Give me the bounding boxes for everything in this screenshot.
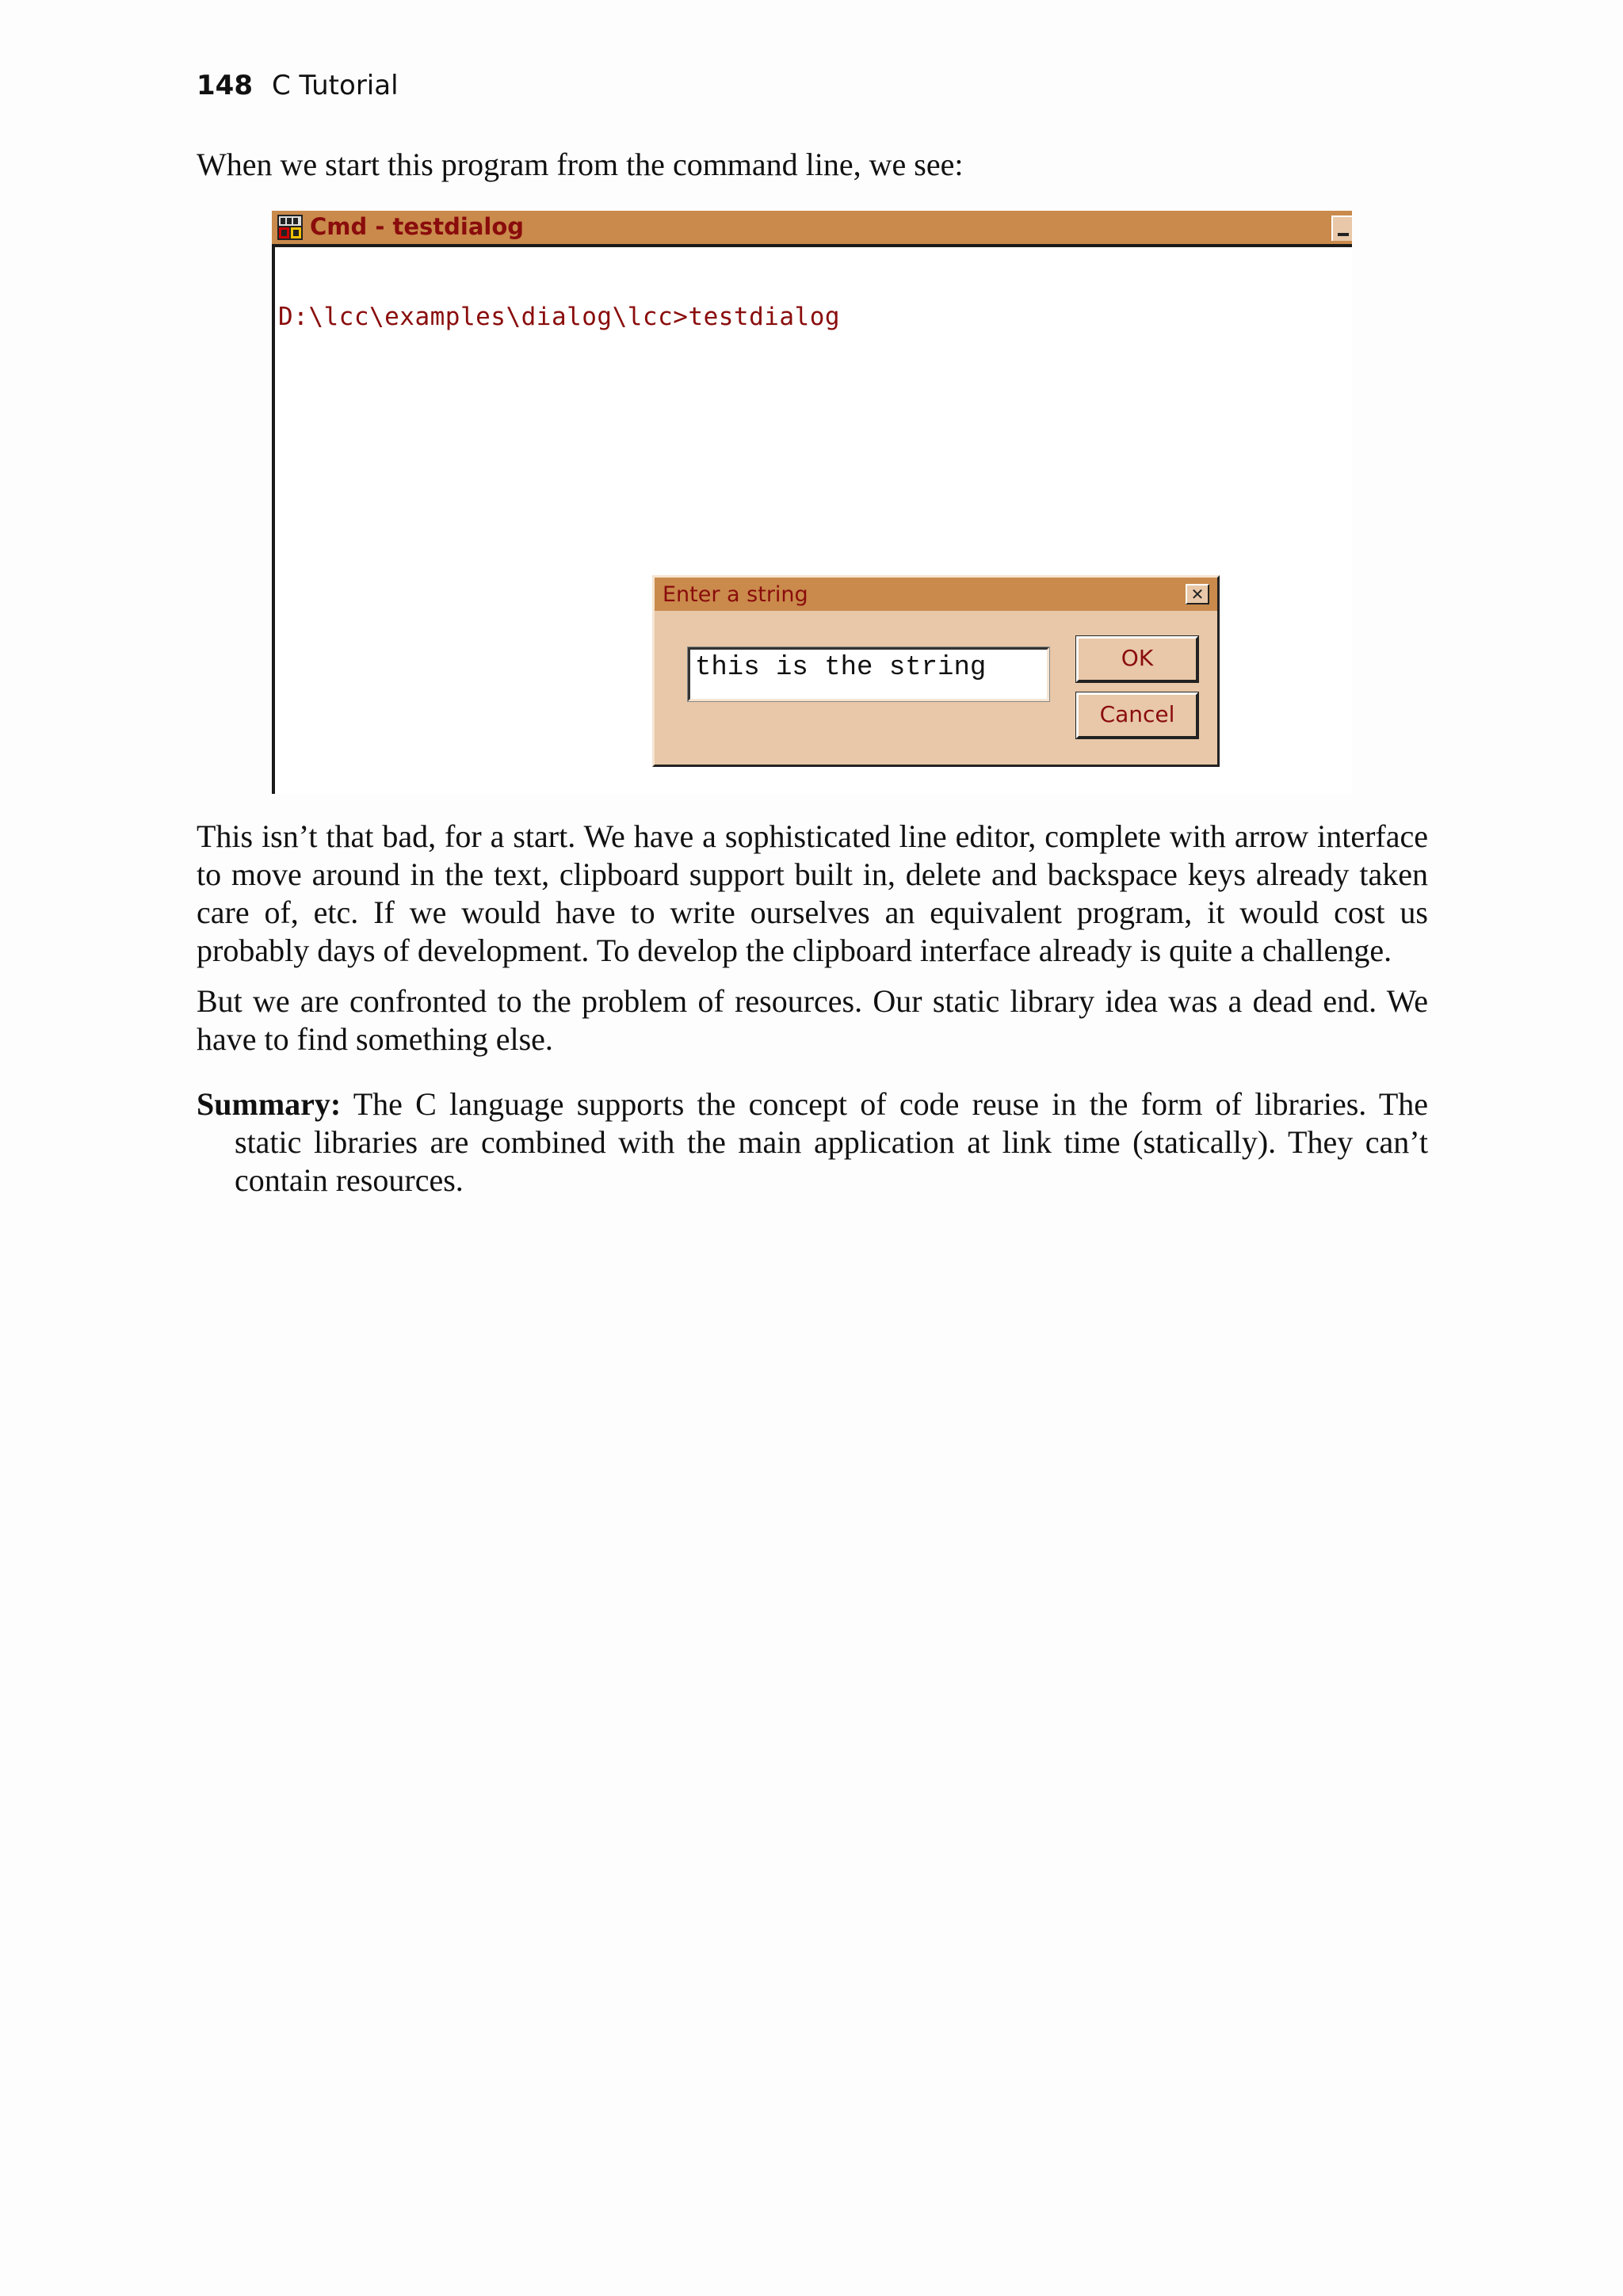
command-prompt-line: D:\lcc\examples\dialog\lcc>testdialog	[278, 303, 841, 331]
cmd-window-title: Cmd - testdialog	[310, 213, 525, 240]
minimize-button[interactable]	[1331, 215, 1352, 241]
summary-paragraph	[197, 1085, 1428, 1199]
running-title: C Tutorial	[271, 70, 399, 101]
ok-button[interactable]: OK	[1076, 636, 1198, 682]
intro-paragraph: When we start this program from the command line, we see:	[197, 147, 964, 182]
cmd-titlebar	[272, 211, 1352, 247]
ms-dos-icon	[277, 214, 304, 241]
cancel-button[interactable]: Cancel	[1076, 692, 1198, 738]
dialog-titlebar	[655, 578, 1217, 611]
body-paragraph: This isn’t that bad, for a start. We have a sophisticated line editor, complete with arrow interface to move around in the text, clipboard support built in, delete and backspace keys already taken care of, etc. If we would have to write ourselves an equivalent program, it would cost us probably days of development. To develop the clipboard interface already is quite a challenge.	[197, 818, 1428, 968]
page-number: 148	[197, 70, 253, 101]
string-input[interactable]: this is the string	[688, 647, 1049, 701]
summary-text: The C language supports the concept of code reuse in the form of libraries. The static libraries are combined with the main application at link time (statically). They can’t contain resources.	[235, 1086, 1428, 1198]
body-paragraph: But we are confronted to the problem of resources. Our static library idea was a dead end. We have to find something else.	[197, 983, 1428, 1057]
dialog-title: Enter a string	[663, 582, 808, 607]
summary-label: Summary:	[197, 1086, 342, 1122]
running-header	[197, 70, 399, 101]
enter-string-dialog	[652, 575, 1220, 767]
close-button[interactable]: ✕	[1186, 584, 1209, 605]
